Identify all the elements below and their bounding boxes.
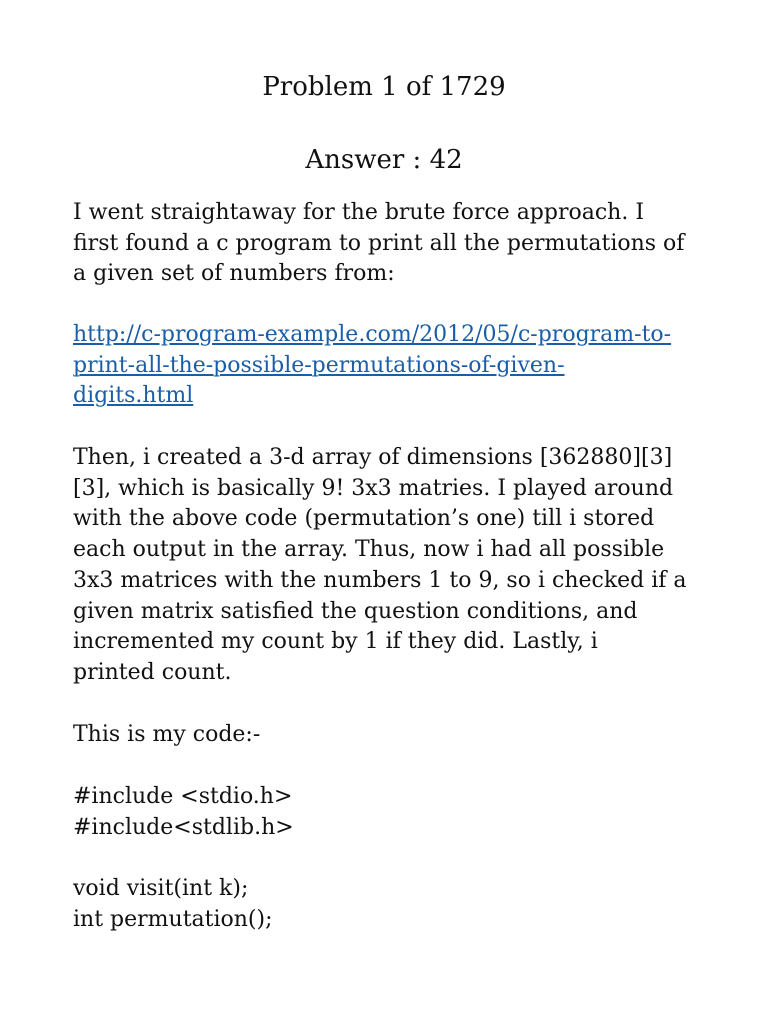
code-line: #include<stdlib.h> — [73, 814, 294, 840]
source-link[interactable] — [73, 320, 713, 412]
source-link-line[interactable]: http://c-program-example.com/2012/05/c-program-to- — [73, 322, 672, 347]
code-line: int permutation(); — [73, 906, 273, 932]
explanation-line: [3], which is basically 9! 3x3 matries. I played around — [73, 475, 674, 501]
explanation-line: Then, i created a 3-d array of dimensions [362880][3] — [73, 445, 673, 470]
explanation-paragraph — [73, 443, 713, 689]
intro-line: first found a c program to print all the permutations of — [73, 230, 685, 256]
explanation-line: each output in the array. Thus, now i had all possible — [73, 537, 665, 563]
source-link-line[interactable]: print-all-the-possible-permutations-of-given- — [73, 352, 565, 378]
intro-paragraph — [73, 198, 713, 290]
source-link-line[interactable]: digits.html — [73, 383, 194, 409]
intro-line: I went straightaway for the brute force approach. I — [73, 200, 645, 225]
code-intro — [73, 720, 713, 751]
explanation-line: incremented my count by 1 if they did. Lastly, i — [73, 629, 598, 655]
code-intro-line: This is my code:- — [73, 722, 261, 747]
intro-line: a given set of numbers from: — [73, 261, 395, 287]
explanation-line: with the above code (permutation’s one) till i stored — [73, 506, 655, 532]
explanation-line: printed count. — [73, 659, 232, 685]
code-declarations — [73, 874, 713, 935]
explanation-line: given matrix satisfied the question conditions, and — [73, 598, 638, 624]
code-includes — [73, 782, 713, 843]
answer-heading: Answer : 42 — [305, 145, 463, 175]
code-line: #include <stdio.h> — [73, 784, 293, 809]
explanation-line: 3x3 matrices with the numbers 1 to 9, so i checked if a — [73, 567, 687, 593]
problem-title: Problem 1 of 1729 — [262, 72, 506, 102]
code-line: void visit(int k); — [73, 876, 249, 901]
